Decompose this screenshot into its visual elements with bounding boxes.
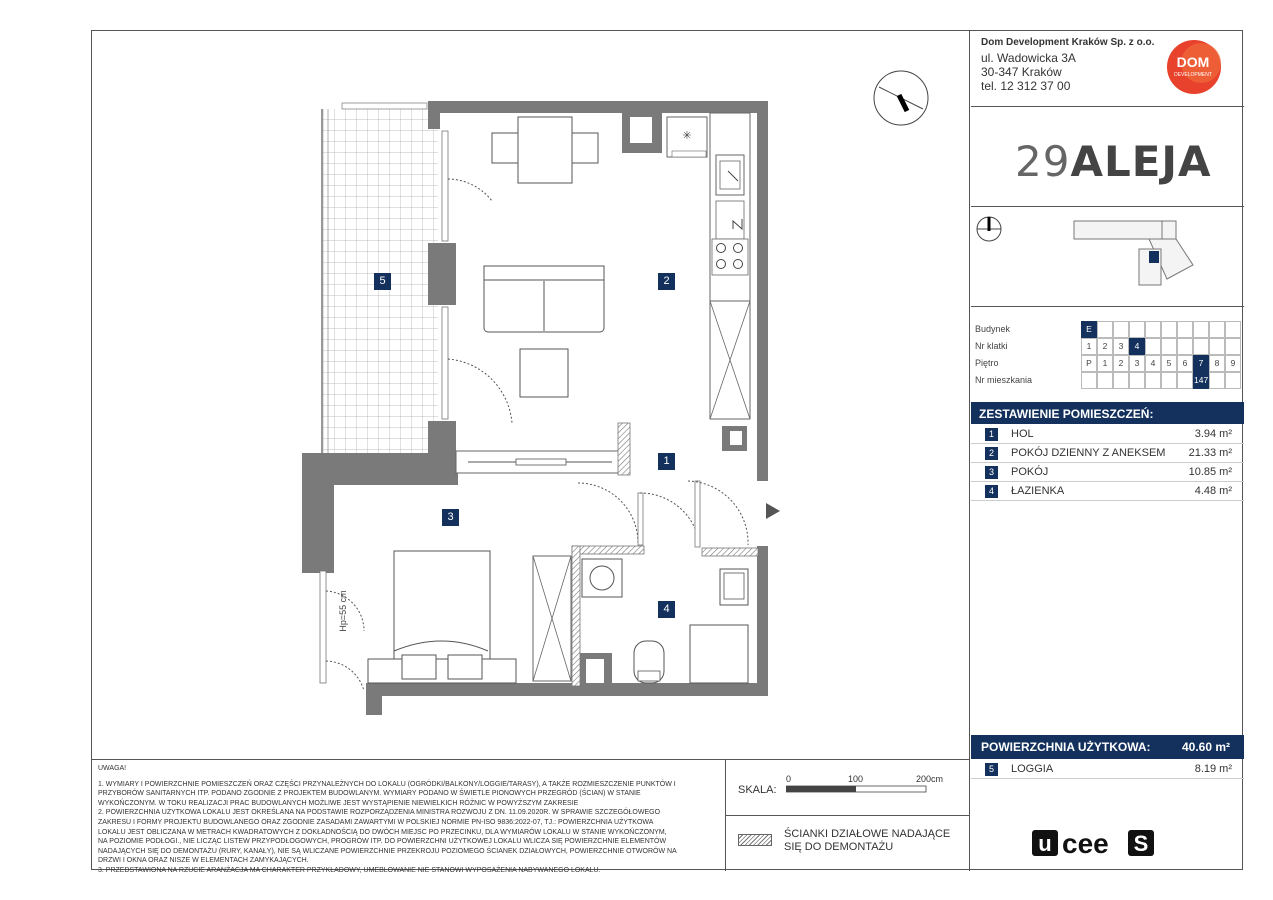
- svg-text:200cm: 200cm: [916, 774, 944, 784]
- brand-logo: [971, 107, 1244, 207]
- scale-bar: [786, 772, 966, 804]
- room-label-3: 3: [442, 509, 459, 526]
- room-label-2: 2: [658, 273, 675, 290]
- note-line: LOKALU JEST OBLICZANA W METRACH KWADRATOWYCH Z DOKŁADNOŚCIĄ DO DWÓCH MIEJSC PO PRZECINKU, DLA WYMIARÓW LOKALU W STANIE WYKOŃCZONYM,: [98, 828, 667, 836]
- hatch-swatch: [738, 834, 772, 846]
- note-line: 3. PRZEDSTAWIONA NA RZUCIE ARANŻACJA MA CHARAKTER PRZYKŁADOWY, UMEBLOWANIE NIE STANOWI WYPOSAŻENIA NABYWANEGO LOKALU.: [98, 866, 601, 874]
- loggia-row: 5 LOGGIA 8.19 m²: [971, 760, 1244, 779]
- demolish-legend: [726, 816, 970, 871]
- uceeS-logo: [1032, 829, 1162, 859]
- room-row: 2 POKÓJ DZIENNY Z ANEKSEM 21.33 m²: [971, 444, 1244, 463]
- building-row: Budynek E: [971, 321, 1244, 338]
- company-info: [971, 31, 1244, 107]
- key-compass-icon: [977, 217, 1001, 241]
- room-row: 4 ŁAZIENKA 4.48 m²: [971, 482, 1244, 501]
- note-line: DRZWI I OKNA ORAZ NISZE W ELEMENTACH ZAMYKAJĄCYCH.: [98, 857, 309, 865]
- note-line: 2. POWIERZCHNIA UŻYTKOWA LOKALU JEST OKREŚLANA NA PODSTAWIE ROZPORZĄDZENIA MINISTRA ROZWOJU Z DN. 11.09.2020R. W SPRAWIE SZCZEGÓŁOWEGO: [98, 809, 661, 817]
- note-line: 1. WYMIARY I POWIERZCHNIE POMIESZCZEŃ ORAZ CZĘŚCI PRZYNALEŻNYCH DO LOKALU (OGRÓDKI/BALKONY/LOGGIE/TARASY), A TAKŻE ROZMIESZCZENIE PUNKTÓW I: [98, 780, 676, 788]
- company-phone: tel. 12 312 37 00: [981, 79, 1071, 93]
- total-label: POWIERZCHNIA UŻYTKOWA:: [981, 740, 1151, 754]
- note-line: ZAKRESU I FORMY PROJEKTU BUDOWLANEGO ORAZ ZGODNIE ZASADAMI ZAWARTYMI W POLSKIEJ NORMIE PN-ISO 9836:2022-07, TJ.: POWIERZCHNIA UŻYTKOWA: [98, 818, 654, 826]
- total-area-bar: [971, 735, 1244, 759]
- dom-logo-icon: [1159, 37, 1229, 97]
- svg-text:100: 100: [848, 774, 864, 784]
- svg-text:DOM: DOM: [1176, 54, 1210, 70]
- brand-name: 29ALEJA: [1015, 137, 1212, 186]
- room-row: 3 POKÓJ 10.85 m²: [971, 463, 1244, 482]
- svg-text:0: 0: [786, 774, 792, 784]
- room-row: 1 HOL 3.94 m²: [971, 425, 1244, 444]
- compass-icon: [874, 71, 928, 125]
- scale-label: SKALA:: [738, 784, 777, 796]
- room-label-5: 5: [374, 273, 391, 290]
- note-line: PRZYBORÓW SANITARNYCH ITP. PODANO ZGODNIE Z PROJEKTEM BUDOWLANYM. WYMIARY PODANO W ŚWIETLE PIONOWYCH PRZEGRÓD (ŚCIAN) W STANIE: [98, 790, 641, 798]
- company-street: ul. Wadowicka 3A: [981, 51, 1076, 65]
- note-line: NADAJĄCYCH SIĘ DO DEMONTAŻU (RURY, KANAŁY), NIE SĄ WLICZANE POWIERZCHNIE PRZEKROJU POZIOMEGO ŚCIANEK DZIAŁOWYCH, POWIERZCHNIE OTWORÓW NA: [98, 847, 677, 855]
- staircase-row: Nr klatki 1 2 3 4: [971, 338, 1244, 355]
- room-label-4: 4: [658, 601, 675, 618]
- plan-area: [92, 31, 970, 760]
- demolish-text: ŚCIANKI DZIAŁOWE NADAJĄCE SIĘ DO DEMONTAŻU: [784, 828, 951, 853]
- note-line: NA POZIOMIE PODŁOGI., NIE LICZĄC LISTEW PRZYPODŁOGOWYCH, PROGRÓW ITP. DO POWIERZCHNI UŻYTKOWEJ LOKALU WLICZA SIĘ POWIERZCHNIE ELEMENTÓW: [98, 838, 667, 846]
- floor-plan-drawing: [92, 31, 970, 760]
- svg-text:✳: ✳: [682, 130, 692, 142]
- floor-plan-sheet: [91, 30, 1243, 874]
- rooms-header: ZESTAWIENIE POMIESZCZEŃ:: [971, 402, 1244, 424]
- window-height-label: Hp=55 cm: [338, 590, 348, 632]
- key-plan-drawing: [971, 207, 1244, 307]
- scale-box: [726, 760, 970, 816]
- svg-text:u: u: [1038, 831, 1052, 856]
- svg-text:S: S: [1133, 831, 1149, 856]
- entrance-arrow-icon: [766, 503, 780, 519]
- notes-title: UWAGA!: [98, 765, 127, 772]
- apartment-row: Nr mieszkania 147: [971, 372, 1244, 389]
- svg-text:DEVELOPMENT: DEVELOPMENT: [1174, 72, 1212, 78]
- total-value: 40.60 m²: [1181, 740, 1230, 754]
- key-plan: [971, 207, 1244, 307]
- note-line: WYKOŃCZONYM. W TOKU REALIZACJI PRAC BUDOWLANYCH MOŻLIWE JEST WYSTĄPIENIE NIEWIELKICH RÓŻNIC W POWYŻSZYM ZAKRESIE: [98, 799, 579, 807]
- room-label-1: 1: [658, 453, 675, 470]
- floor-row: Piętro P 1 2 3 4 5 6 7 8 9: [971, 355, 1244, 372]
- svg-text:cee: cee: [1062, 829, 1109, 859]
- notes-panel: [92, 760, 726, 874]
- company-name: Dom Development Kraków Sp. z o.o.: [981, 37, 1155, 48]
- company-city: 30-347 Kraków: [981, 65, 1062, 79]
